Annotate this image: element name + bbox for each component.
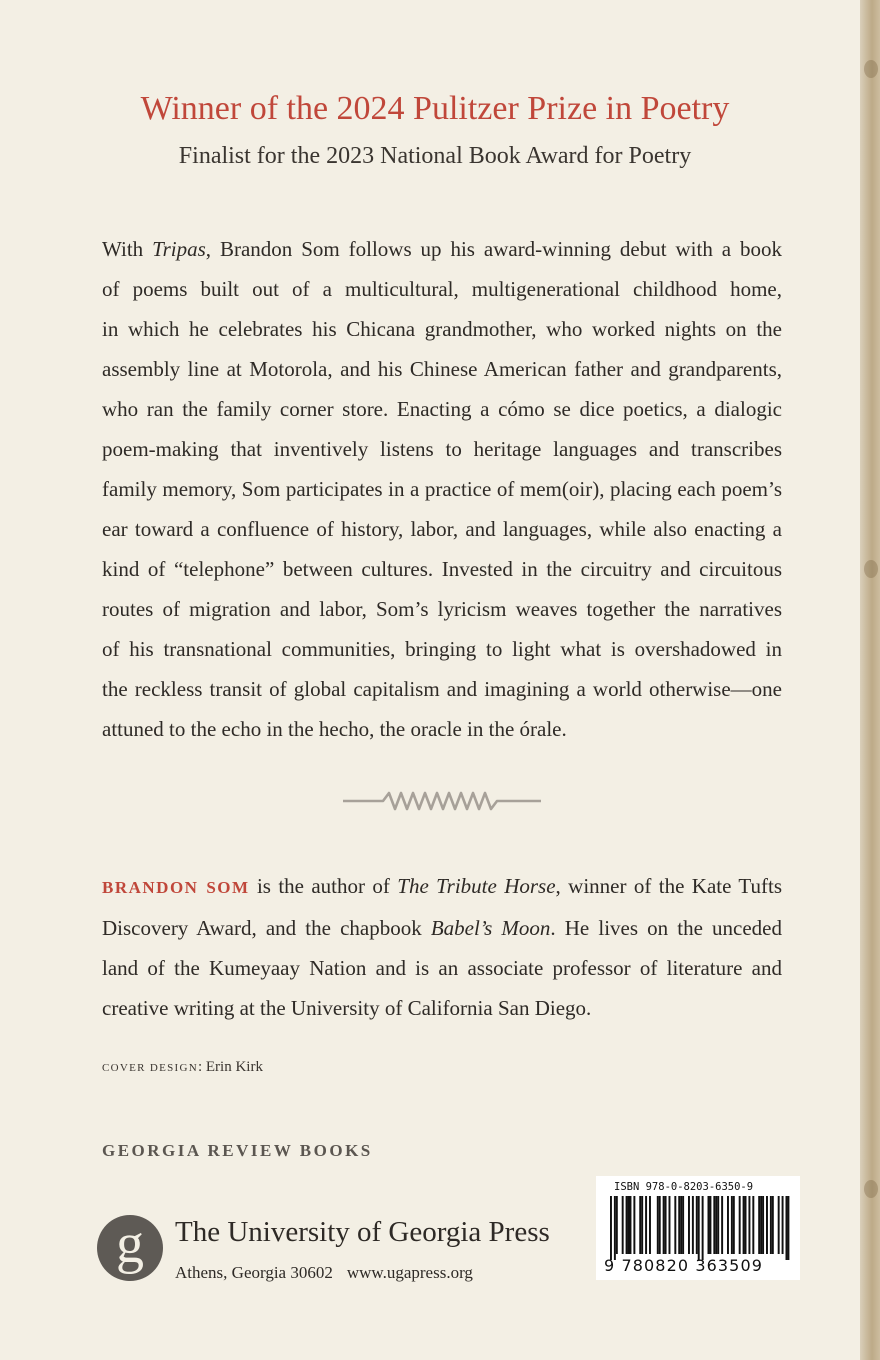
barcode-bar [616, 1196, 618, 1254]
barcode-bar [626, 1196, 628, 1254]
barcode-bar [772, 1196, 774, 1254]
nba-finalist-line: Finalist for the 2023 National Book Award for Poetry [178, 143, 692, 169]
description-line: poem-making that inventively listens to heritage languages and transcribes [102, 437, 782, 461]
author-bio [102, 866, 782, 1028]
publisher-name: The University of Georgia Press [175, 1216, 550, 1248]
barcode-bar [782, 1196, 784, 1254]
book-description [102, 229, 782, 749]
barcode-bar [688, 1196, 690, 1254]
author-name: BRANDON SOM [102, 878, 250, 897]
barcode-bar [733, 1196, 735, 1254]
description-text: , Brandon Som follows up his award-winning debut with a book [205, 237, 783, 261]
barcode-bar [665, 1196, 667, 1254]
barcode-bar [748, 1196, 750, 1254]
barcode-bar [696, 1196, 698, 1254]
spine-stain [864, 1180, 878, 1198]
publisher-logo-icon: g [97, 1215, 163, 1281]
description-line: of his transnational communities, bringing to light what is overshadowed in [102, 637, 782, 661]
credit-value: Erin Kirk [205, 1059, 263, 1075]
barcode-bar [649, 1196, 651, 1254]
barcode-bar [713, 1196, 715, 1254]
barcode-bar [752, 1196, 754, 1254]
barcode-bar [717, 1196, 719, 1254]
barcode-bar [721, 1196, 723, 1254]
barcode-bar [674, 1196, 676, 1254]
description-line: attuned to the echo in the hecho, the oracle in the órale. [102, 717, 567, 741]
bio-line [102, 908, 782, 948]
barcode-bar [762, 1196, 764, 1254]
barcode-bar [727, 1196, 729, 1254]
zigzag-ornament [343, 788, 541, 814]
pulitzer-award-line: Winner of the 2024 Pulitzer Prize in Poetry [140, 90, 730, 127]
description-line: ear toward a confluence of history, labor, and languages, while also enacting a [102, 517, 782, 541]
bio-line: land of the Kumeyaay Nation and is an associate professor of literature and [102, 956, 782, 980]
description-line: in which he celebrates his Chicana grandmother, who worked nights on the [102, 317, 782, 341]
book-title-italic: The Tribute Horse [397, 874, 556, 898]
bio-line [102, 866, 782, 908]
credit-label: COVER DESIGN [102, 1062, 198, 1074]
isbn-label: ISBN 978-0-8203-6350-9 [614, 1181, 754, 1193]
description-line: family memory, Som participates in a practice of mem(oir), placing each poem’s [102, 477, 782, 501]
isbn-barcode [596, 1176, 800, 1280]
barcode-bar [702, 1196, 704, 1260]
spine-stain [864, 560, 878, 578]
barcode-bar [610, 1196, 612, 1260]
book-title-italic: Babel’s Moon [430, 916, 551, 940]
bio-text: , winner of the Kate Tufts [555, 874, 783, 898]
barcode-bar [682, 1196, 684, 1254]
barcode-bar [731, 1196, 733, 1254]
barcode-bar [641, 1196, 643, 1254]
barcode-bar [639, 1196, 641, 1254]
description-line: who ran the family corner store. Enacting a cómo se dice poetics, a dialogic [102, 397, 782, 421]
barcode-bar [760, 1196, 762, 1254]
barcode-bar [630, 1196, 632, 1254]
book-spine-edge [860, 0, 880, 1360]
bio-line: creative writing at the University of California San Diego. [102, 996, 592, 1020]
description-line: assembly line at Motorola, and his Chinese American father and grandparents, [102, 357, 782, 381]
barcode-bar [659, 1196, 661, 1254]
barcode-bar [692, 1196, 694, 1254]
barcode-bar [633, 1196, 635, 1254]
barcode-bar [766, 1196, 768, 1254]
barcode-bar [743, 1196, 745, 1254]
barcode-bar [669, 1196, 671, 1254]
barcode-bar [698, 1196, 700, 1260]
barcode-bar [739, 1196, 741, 1254]
bio-text: Discovery Award, and the chapbook [102, 916, 431, 940]
barcode-bar [770, 1196, 772, 1254]
description-text: With [102, 237, 153, 261]
publisher-url: www.ugapress.org [346, 1263, 473, 1282]
barcode-bar [680, 1196, 682, 1254]
barcode-bar [758, 1196, 760, 1254]
barcode-bar [709, 1196, 711, 1254]
barcode-bar [657, 1196, 659, 1254]
barcode-bar [678, 1196, 680, 1254]
publisher-address: Athens, Georgia 30602 [175, 1263, 333, 1282]
description-line: the reckless transit of global capitalism and imagining a world otherwise—one [102, 677, 782, 701]
barcode-bar [708, 1196, 710, 1254]
barcode-bar [628, 1196, 630, 1254]
barcode-bar [778, 1196, 780, 1254]
barcode-bar [786, 1196, 788, 1260]
book-title-italic: Tripas [152, 237, 206, 261]
barcode-bar [715, 1196, 717, 1254]
description-line: of poems built out of a multicultural, multigenerational childhood home, [102, 277, 782, 301]
barcode-bar [622, 1196, 624, 1254]
description-line: routes of migration and labor, Som’s lyricism weaves together the narratives [102, 597, 782, 621]
barcode-bar [663, 1196, 665, 1254]
bio-text: . He lives on the unceded [550, 916, 782, 940]
bio-text: is the author of [249, 874, 398, 898]
spine-stain [864, 60, 878, 78]
barcode-bar [614, 1196, 616, 1260]
publisher-contact [175, 1263, 473, 1283]
description-line [102, 229, 782, 269]
barcode-digits: 9 780820 363509 [604, 1256, 764, 1275]
barcode-bar [787, 1196, 789, 1260]
description-line: kind of “telephone” between cultures. Invested in the circuitry and circuitous [102, 557, 782, 581]
credit-separator: : [197, 1059, 206, 1075]
imprint-name: GEORGIA REVIEW BOOKS [102, 1141, 373, 1160]
barcode-bar [745, 1196, 747, 1254]
barcode-bar [645, 1196, 647, 1254]
cover-design-credit [102, 1059, 263, 1076]
